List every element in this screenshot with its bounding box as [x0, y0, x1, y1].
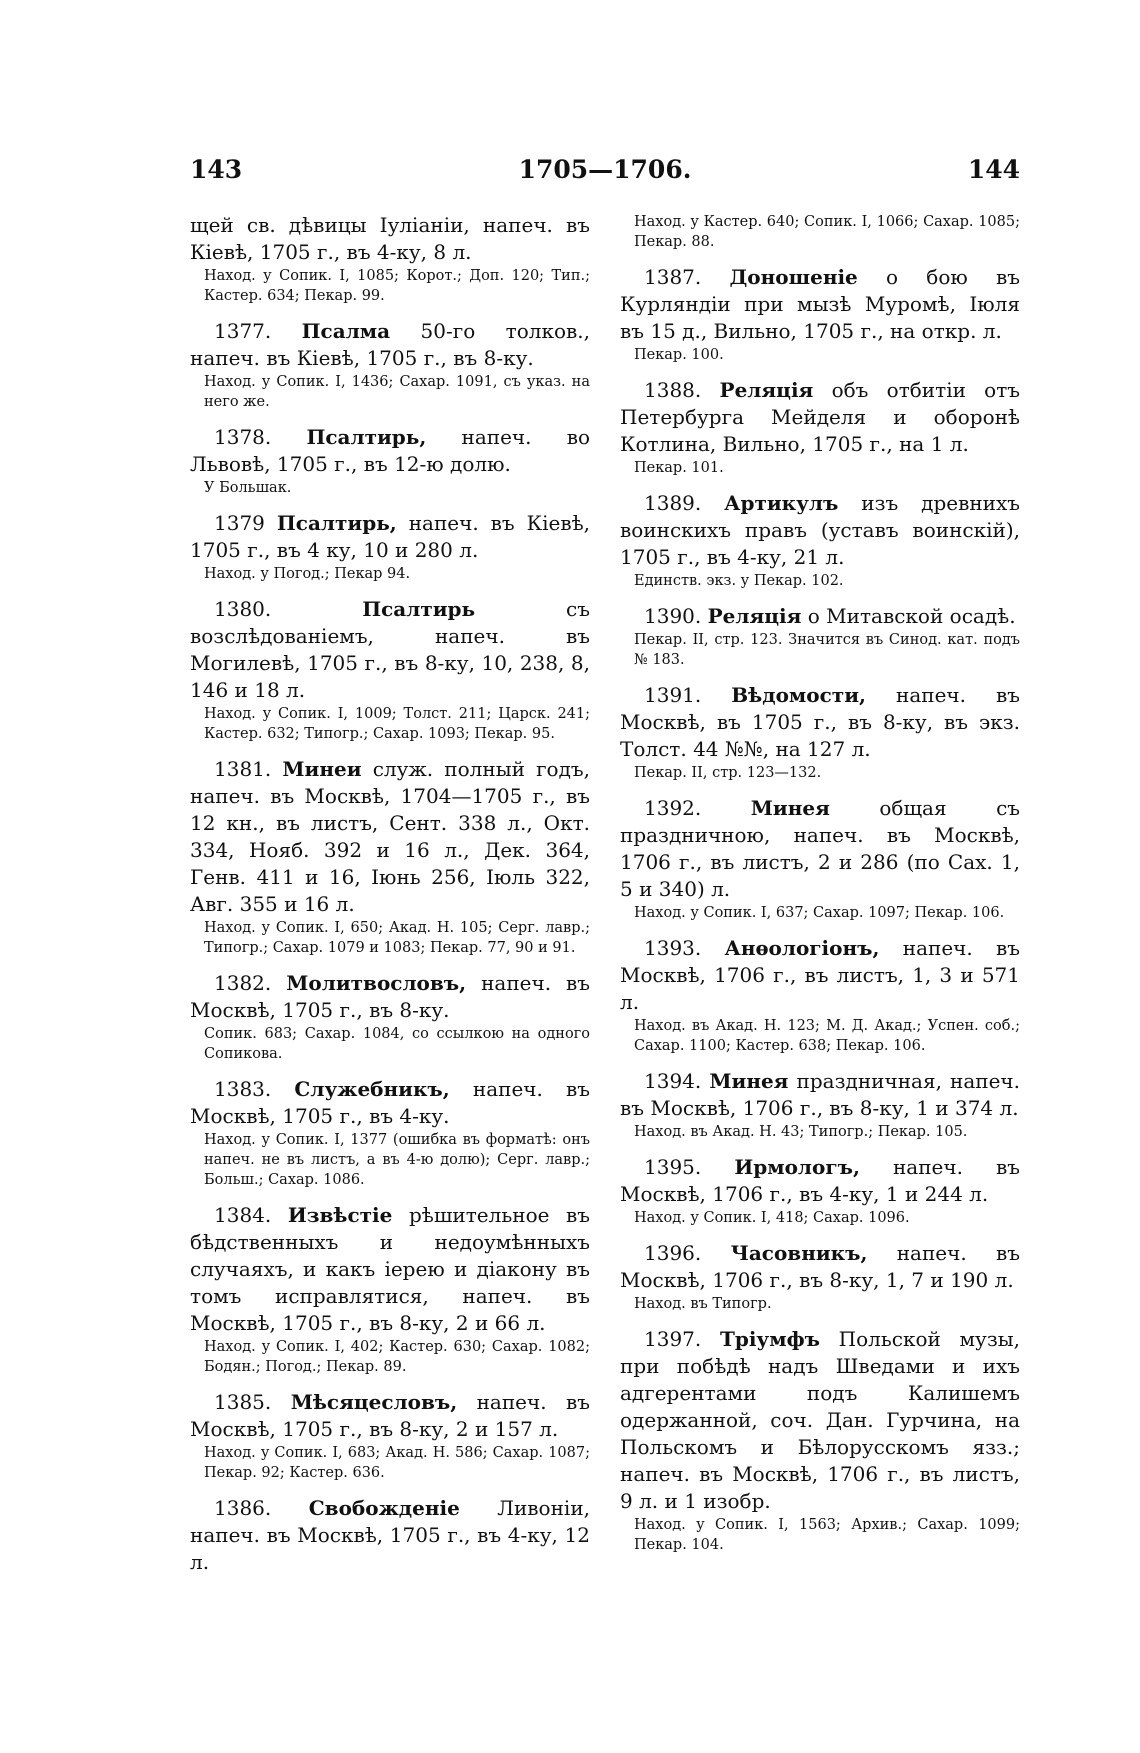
entry-description: о бою въ Курляндіи при мызѣ Муромѣ, Іюля въ 15 д., Вильно, 1705 г., на откр. л.	[620, 265, 1020, 343]
entry-description: изъ древнихъ воинскихъ правъ (уставъ воинскій), 1705 г., въ 4-ку, 21 л.	[620, 491, 1021, 569]
entry-source-note: Наход. у Сопик. I, 1436; Сахар. 1091, съ указ. на него же.	[204, 374, 590, 410]
entry-number: 1390.	[644, 604, 702, 628]
entry-description: напеч. въ Москвѣ, 1705 г., въ 8-ку, 2 и 157 л.	[190, 1390, 590, 1441]
bibliography-entry	[620, 682, 1020, 783]
bibliography-entry	[620, 1154, 1020, 1228]
entry-number: 1386.	[214, 1496, 272, 1520]
entry-text	[620, 1326, 1020, 1515]
entry-text	[190, 1495, 590, 1576]
entry-source-note: Наход. у Сопик. I, 1377 (ошибка въ форматѣ: онъ напеч. не въ листъ, а въ 4-ю долю); Серг. лавр.; Больш.; Сахар. 1086.	[204, 1132, 590, 1188]
entry-source-note: Наход. въ Акад. Н. 43; Типогр.; Пекар. 105.	[634, 1124, 968, 1140]
entry-description: о Митавской осадѣ.	[801, 604, 1016, 628]
entry-source-note: Наход. у Сопик. I, 1563; Архив.; Сахар. 1099; Пекар. 104.	[634, 1517, 1020, 1553]
entry-number: 1379	[214, 511, 265, 535]
entry-description: рѣшительное въ бѣдственныхъ и недоумѣнныхъ случаяхъ, и какъ іерею и діакону въ томъ исправлятися, напеч. въ Москвѣ, 1705 г., въ 8-ку, 2 и 66 л.	[190, 1203, 591, 1335]
entry-text	[620, 795, 1020, 903]
page-number-right: 144	[967, 155, 1020, 184]
bibliography-entry	[190, 756, 590, 958]
bibliography-entry	[190, 212, 590, 306]
entry-title-keyword: Свобожденіе	[308, 1496, 460, 1520]
entry-source-note: Наход. у Сопик. I, 650; Акад. Н. 105; Серг. лавр.; Типогр.; Сахар. 1079 и 1083; Пекар. 77, 90 и 91.	[204, 920, 590, 956]
entry-number: 1380.	[214, 597, 272, 621]
bibliography-entry	[620, 264, 1020, 365]
entry-title-keyword: Извѣстіе	[287, 1203, 393, 1227]
entry-number: 1393.	[644, 936, 702, 960]
right-column	[620, 212, 1020, 1567]
entry-text	[190, 1389, 590, 1443]
entry-description: напеч. въ Москвѣ, 1706 г., въ 4-ку, 1 и 244 л.	[620, 1155, 1020, 1206]
entry-description: общая съ праздничною, напеч. въ Москвѣ, 1706 г., въ листъ, 2 и 286 (по Сах. 1, 5 и 340) л.	[620, 796, 1021, 901]
entry-source-note: Наход. у Сопик. I, 637; Сахар. 1097; Пекар. 106.	[634, 905, 1005, 921]
bibliography-entry	[190, 510, 590, 584]
running-title-years: 1705—1706.	[518, 155, 692, 184]
entry-description: напеч. во Львовѣ, 1705 г., въ 12-ю долю.	[190, 425, 590, 476]
entry-source-note: Пекар. 101.	[634, 460, 724, 476]
bibliography-entry	[190, 1389, 590, 1483]
entry-title-keyword: Артикулъ	[724, 491, 839, 515]
bibliography-entry	[190, 970, 590, 1064]
entry-description: напеч. въ Москвѣ, 1705 г., въ 8-ку.	[190, 971, 591, 1022]
entry-title-keyword: Минея	[709, 1069, 789, 1093]
bibliography-entry	[620, 212, 1020, 252]
bibliography-entry	[190, 1076, 590, 1190]
entry-text	[620, 377, 1020, 458]
entry-source-note: Наход. у Сопик. I, 683; Акад. Н. 586; Сахар. 1087; Пекар. 92; Кастер. 636.	[204, 1445, 590, 1481]
entry-description: напеч. въ Москвѣ, 1705 г., въ 4-ку.	[190, 1077, 591, 1128]
entry-title-keyword: Доношеніе	[729, 265, 858, 289]
entry-number: 1396.	[644, 1241, 702, 1265]
entry-title-keyword: Служебникъ,	[294, 1077, 450, 1101]
entry-number: 1381.	[214, 757, 272, 781]
entry-source-note: Сопик. 683; Сахар. 1084, со ссылкою на одного Сопикова.	[204, 1026, 590, 1062]
entry-source-note: Пекар. II, стр. 123—132.	[634, 765, 822, 781]
entry-text	[190, 424, 590, 478]
entry-title-keyword: Реляція	[719, 378, 814, 402]
entry-title-keyword: Реляція	[707, 604, 802, 628]
entry-source-note: Наход. у Сопик. I, 418; Сахар. 1096.	[634, 1210, 910, 1226]
bibliography-entry	[190, 596, 590, 744]
bibliography-entry	[190, 318, 590, 412]
entry-description: объ отбитіи отъ Петербурга Мейделя и оборонѣ Котлина, Вильно, 1705 г., на 1 л.	[620, 378, 1020, 456]
entry-title-keyword: Вѣдомости,	[731, 683, 866, 707]
entry-source-note: Единств. экз. у Пекар. 102.	[634, 573, 844, 589]
entry-text	[620, 603, 1020, 630]
entry-source-note: Наход. въ Типогр.	[634, 1296, 772, 1312]
entry-number: 1387.	[644, 265, 702, 289]
entry-title-keyword: Псалтирь,	[306, 425, 427, 449]
entry-source-note: Наход. у Сопик. I, 402; Кастер. 630; Сахар. 1082; Бодян.; Погод.; Пекар. 89.	[204, 1339, 590, 1375]
entry-text	[620, 490, 1020, 571]
entry-description: 50-го толков., напеч. въ Кіевѣ, 1705 г., въ 8-ку.	[190, 319, 590, 370]
entry-source-note: Наход. у Сопик. I, 1085; Корот.; Доп. 120; Тип.; Кастер. 634; Пекар. 99.	[204, 268, 590, 304]
entry-text	[620, 264, 1020, 345]
entry-title-keyword: Псалма	[301, 319, 391, 343]
entry-number: 1385.	[214, 1390, 272, 1414]
entry-number: 1388.	[644, 378, 702, 402]
entry-text	[190, 510, 590, 564]
bibliography-entry	[190, 1495, 590, 1576]
entry-description: напеч. въ Москвѣ, 1706 г., въ 8-ку, 1, 7 и 190 л.	[620, 1241, 1020, 1292]
entry-text	[190, 970, 590, 1024]
entry-text	[620, 1240, 1020, 1294]
bibliography-entry	[190, 1202, 590, 1377]
entry-title-keyword: Молитвословъ,	[286, 971, 467, 995]
entry-number: 1391.	[644, 683, 702, 707]
entry-number: 1382.	[214, 971, 272, 995]
entry-source-note: Наход. у Сопик. I, 1009; Толст. 211; Царск. 241; Кастер. 632; Типогр.; Сахар. 1093; Пекар. 95.	[204, 706, 590, 742]
entry-text	[190, 596, 590, 704]
entry-text	[190, 756, 590, 918]
entry-text	[620, 935, 1020, 1016]
entry-description: Ливоніи, напеч. въ Москвѣ, 1705 г., въ 4-ку, 12 л.	[190, 1496, 591, 1574]
entry-number: 1389.	[644, 491, 702, 515]
entry-text	[190, 1202, 590, 1337]
bibliography-entry	[620, 1240, 1020, 1314]
bibliography-entry	[620, 490, 1020, 591]
entry-source-note: Наход. у Погод.; Пекар 94.	[204, 566, 411, 582]
entry-title-keyword: Ирмологъ,	[734, 1155, 860, 1179]
bibliography-entry	[620, 603, 1020, 670]
entry-text	[190, 318, 590, 372]
entry-number: 1384.	[214, 1203, 272, 1227]
entry-number: 1395.	[644, 1155, 702, 1179]
left-column	[190, 212, 590, 1588]
entry-source-note: Пекар. 100.	[634, 347, 724, 363]
entry-description: напеч. въ Москвѣ, въ 1705 г., въ 8-ку, въ экз. Толст. 44 №№, на 127 л.	[620, 683, 1021, 761]
page-number-left: 143	[190, 155, 243, 184]
entry-text	[620, 682, 1020, 763]
entry-source-note: У Большак.	[204, 480, 292, 496]
bibliography-entry	[620, 1326, 1020, 1555]
entry-title-keyword: Минея	[750, 796, 830, 820]
entry-source-note: Пекар. II, стр. 123. Значится въ Синод. кат. подъ № 183.	[634, 632, 1020, 668]
entry-number: 1394.	[644, 1069, 702, 1093]
bibliography-entry	[620, 377, 1020, 478]
page-header	[190, 150, 1020, 190]
bibliography-entry	[190, 424, 590, 498]
entry-text	[620, 1154, 1020, 1208]
bibliography-entry	[620, 935, 1020, 1056]
entry-source-note: Наход. въ Акад. Н. 123; М. Д. Акад.; Успен. соб.; Сахар. 1100; Кастер. 638; Пекар. 106.	[634, 1018, 1020, 1054]
entry-title-keyword: Псалтирь	[362, 597, 476, 621]
bibliography-entry	[620, 795, 1020, 923]
entry-number: 1383.	[214, 1077, 272, 1101]
entry-description: служ. полный годъ, напеч. въ Москвѣ, 1704—1705 г., въ 12 кн., въ листъ, Сент. 338 л., Окт. 334, Нояб. 392 и 16 л., Дек. 364, Генв. 411 и 16, Іюнь 256, Іюль 322, Авг. 355 и 16 л.	[190, 757, 590, 916]
entry-description: напеч. въ Кіевѣ, 1705 г., въ 4 ку, 10 и 280 л.	[190, 511, 590, 562]
entry-continuation-text: щей св. дѣвицы Іуліаніи, напеч. въ Кіевѣ, 1705 г., въ 4-ку, 8 л.	[190, 213, 590, 264]
entry-number: 1397.	[644, 1327, 702, 1351]
entry-title-keyword: Минеи	[282, 757, 362, 781]
entry-title-keyword: Мѣсяцесловъ,	[290, 1390, 458, 1414]
entry-title-keyword: Часовникъ,	[730, 1241, 868, 1265]
entry-text	[190, 1076, 590, 1130]
entry-source-note: Наход. у Кастер. 640; Сопик. I, 1066; Сахар. 1085; Пекар. 88.	[634, 214, 1020, 250]
entry-description: праздничная, напеч. въ Москвѣ, 1706 г., въ 8-ку, 1 и 374 л.	[620, 1069, 1021, 1120]
entry-description: Польской музы, при побѣдѣ надъ Шведами и ихъ адгерентами подъ Калишемъ одержанной, соч. Дан. Гурчина, на Польскомъ и Бѣлорусскомъ язз.; напеч. въ Москвѣ, 1706 г., въ листъ, 9 л. и 1 изобр.	[620, 1327, 1021, 1513]
entry-title-keyword: Тріумфъ	[719, 1327, 820, 1351]
entry-title-keyword: Анѳологіонъ,	[724, 936, 880, 960]
entry-number: 1377.	[214, 319, 272, 343]
entry-number: 1378.	[214, 425, 272, 449]
entry-number: 1392.	[644, 796, 702, 820]
entry-description: съ возслѣдованіемъ, напеч. въ Могилевѣ, 1705 г., въ 8-ку, 10, 238, 8, 146 и 18 л.	[190, 597, 590, 702]
entry-text	[620, 1068, 1020, 1122]
entry-title-keyword: Псалтирь,	[276, 511, 397, 535]
bibliography-entry	[620, 1068, 1020, 1142]
entry-description: напеч. въ Москвѣ, 1706 г., въ листъ, 1, 3 и 571 л.	[620, 936, 1020, 1014]
